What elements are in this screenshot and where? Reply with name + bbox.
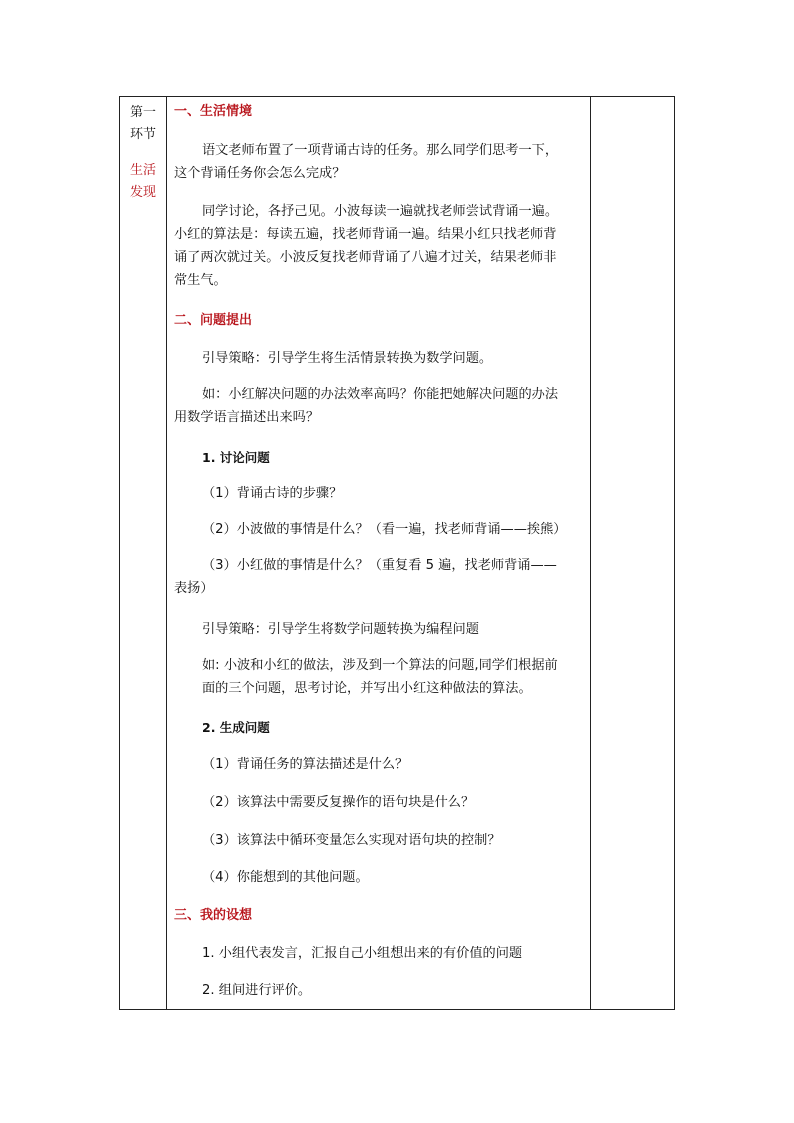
stage-column bbox=[120, 97, 167, 1009]
section-heading: 三、我的设想 bbox=[174, 908, 253, 923]
stage-label-line: 环节 bbox=[130, 127, 157, 142]
paragraph-line: 诵了两次就过关。小波反复找老师背诵了八遍才过关，结果老师非 bbox=[174, 250, 557, 265]
section-heading: 二、问题提出 bbox=[174, 313, 253, 328]
paragraph-line: 如：小红解决问题的办法效率高吗？你能把她解决问题的办法 bbox=[202, 387, 559, 402]
question-item: （4）你能想到的其他问题。 bbox=[202, 870, 369, 885]
subheading: 1. 讨论问题 bbox=[202, 450, 270, 465]
lesson-table bbox=[119, 96, 675, 1010]
strategy-line: 引导策略：引导学生将生活情景转换为数学问题。 bbox=[202, 351, 493, 366]
subheading: 2. 生成问题 bbox=[202, 720, 270, 735]
stage-label-line: 第一 bbox=[130, 105, 157, 120]
question-item: （2）该算法中需要反复操作的语句块是什么？ bbox=[202, 795, 475, 810]
paragraph-line: 如: 小波和小红的做法，涉及到一个算法的问题,同学们根据前 bbox=[202, 658, 558, 673]
paragraph-line: 这个背诵任务你会怎么完成？ bbox=[174, 166, 346, 181]
notes-column bbox=[590, 97, 674, 1009]
stage-cell bbox=[130, 102, 162, 204]
question-item: （1）背诵任务的算法描述是什么？ bbox=[202, 757, 409, 772]
discussion-item: 表扬） bbox=[174, 581, 214, 596]
question-item: （3）该算法中循环变量怎么实现对语句块的控制？ bbox=[202, 833, 501, 848]
idea-item: 1. 小组代表发言，汇报自己小组想出来的有价值的问题 bbox=[202, 946, 523, 961]
paragraph-line: 小红的算法是：每读五遍，找老师背诵一遍。结果小红只找老师背 bbox=[174, 227, 557, 242]
strategy-line: 引导策略：引导学生将数学问题转换为编程问题 bbox=[202, 622, 479, 637]
paragraph-line: 面的三个问题，思考讨论，并写出小红这种做法的算法。 bbox=[202, 681, 532, 696]
stage-name-line: 发现 bbox=[130, 185, 157, 200]
discussion-item: （3）小红做的事情是什么？（重复看 5 遍，找老师背诵—— bbox=[202, 558, 557, 573]
paragraph-line: 语文老师布置了一项背诵古诗的任务。那么同学们思考一下， bbox=[202, 143, 559, 158]
discussion-item: （1）背诵古诗的步骤？ bbox=[202, 486, 343, 501]
section-heading: 一、生活情境 bbox=[174, 104, 253, 119]
paragraph-line: 常生气。 bbox=[174, 273, 227, 288]
idea-item: 2. 组间进行评价。 bbox=[202, 983, 312, 998]
stage-name-line: 生活 bbox=[130, 163, 157, 178]
discussion-item: （2）小波做的事情是什么？（看一遍，找老师背诵——挨熊） bbox=[202, 522, 567, 537]
paragraph-line: 同学讨论，各抒己见。小波每读一遍就找老师尝试背诵一遍。 bbox=[202, 204, 559, 219]
paragraph-line: 用数学语言描述出来吗？ bbox=[174, 410, 320, 425]
